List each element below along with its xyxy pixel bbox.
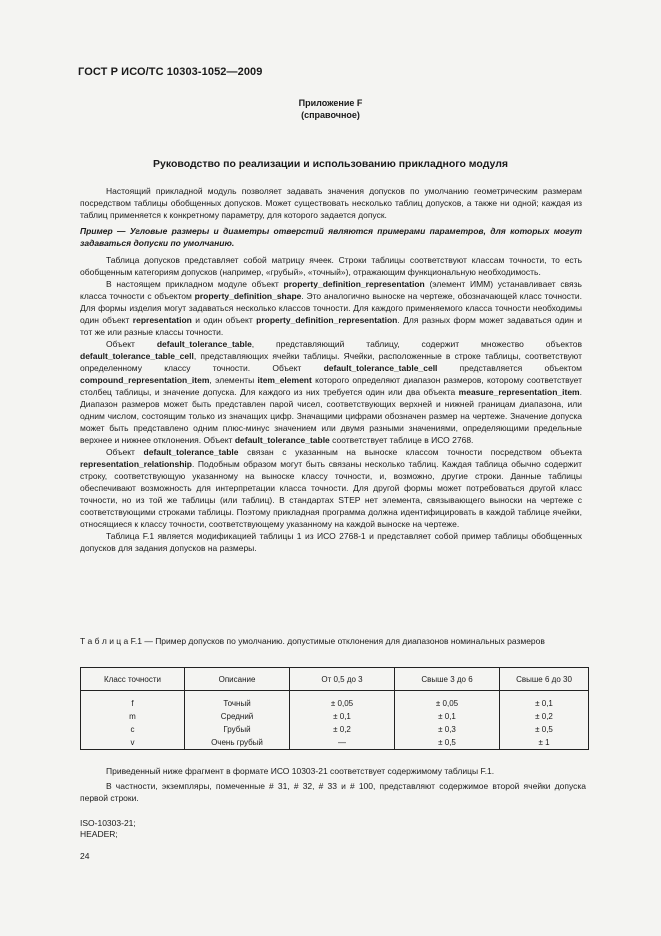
paragraph-after-1: Приведенный ниже фрагмент в формате ИСО 10303-21 соответствует содержимому таблицы F.1. [106, 766, 495, 776]
table-header-cell: Класс точности [81, 668, 185, 691]
paragraph-intro: Настоящий прикладной модуль позволяет задавать значения допусков по умолчанию геометрическим размерам посредством таблицы обобщенных допусков. Может существовать несколько таблиц допусков, а также ни одной; каждая из таблиц применяется к конкретному параметру, для которого задается допуск. [80, 186, 582, 220]
example-note: Пример — Угловые размеры и диаметры отверстий являются примерами параметров, для которых могут задаваться допуски по умолчанию. [80, 226, 582, 248]
section-title: Руководство по реализации и использованию прикладного модуля [153, 158, 508, 170]
table-cell: ± 0,5 [395, 736, 500, 750]
table-cell: ± 1 [500, 736, 589, 750]
table-header-cell: Описание [185, 668, 290, 691]
table-cell: ± 0,2 [500, 710, 589, 723]
table-row [81, 710, 589, 723]
document-header: ГОСТ Р ИСО/ТС 10303-1052—2009 [78, 66, 263, 78]
paragraph-2: В настоящем прикладном модуле объект property_definition_representation (элемент ИММ) устанавливает связь класса точности с объектом property_definition_shape. Это аналогично выноске на чертеже, обозначающей класс точности. Для формы изделия могут задаваться несколько классов точности. Для каждого применяемого класса точности необходимы один объект representation и один объект property_definition_representation. Для разных форм может задаваться один и тот же или разные классы точности. [80, 279, 582, 337]
table-cell: v [81, 736, 185, 750]
paragraph-5: Таблица F.1 является модификацией таблицы 1 из ИСО 2768-1 и представляет собой пример таблицы обобщенных допусков для задания допусков на размеры. [80, 531, 582, 553]
table-cell: — [290, 736, 395, 750]
table-cell: ± 0,1 [395, 710, 500, 723]
table-header-cell: Свыше 6 до 30 [500, 668, 589, 691]
table-cell: ± 0,05 [395, 691, 500, 711]
table-caption: Т а б л и ц а F.1 — Пример допусков по умолчанию. допустимые отклонения для диапазонов номинальных размеров [80, 636, 545, 646]
body-text [80, 185, 582, 554]
annex-title: Приложение F [298, 98, 363, 108]
table-cell: Очень грубый [185, 736, 290, 750]
table-cell: ± 0,1 [290, 710, 395, 723]
table-header-cell: Свыше 3 до 6 [395, 668, 500, 691]
paragraph-1: Таблица допусков представляет собой матрицу ячеек. Строки таблицы соответствуют классам точности, то есть обобщенным категориям допусков (например, «грубый», «точный»), отражающим функциональную необходимость. [80, 255, 582, 277]
table-cell: Точный [185, 691, 290, 711]
table-row [81, 736, 589, 750]
table-row [81, 723, 589, 736]
page-number: 24 [80, 851, 90, 861]
table-cell: Средний [185, 710, 290, 723]
after-table-text [80, 765, 586, 807]
table-cell: Грубый [185, 723, 290, 736]
table-cell: ± 0,2 [290, 723, 395, 736]
code-line: HEADER; [80, 829, 118, 839]
table-cell: ± 0,3 [395, 723, 500, 736]
paragraph-after-2: В частности, экземпляры, помеченные # 31, # 32, # 33 и # 100, представляют содержимое второй ячейки допуска первой строки. [80, 781, 586, 803]
table-row [81, 691, 589, 711]
table-cell: ± 0,5 [500, 723, 589, 736]
tolerance-table [80, 667, 589, 750]
table-cell: c [81, 723, 185, 736]
code-line: ISO-10303-21; [80, 818, 136, 828]
table-cell: f [81, 691, 185, 711]
table-header-cell: От 0,5 до 3 [290, 668, 395, 691]
annex-note: (справочное) [301, 110, 360, 120]
table-cell: m [81, 710, 185, 723]
table-cell: ± 0,05 [290, 691, 395, 711]
code-fragment [80, 818, 136, 840]
paragraph-3: Объект default_tolerance_table, представляющий таблицу, содержит множество объектов default_tolerance_table_cell, представляющих ячейки таблицы. Ячейки, расположенные в строке таблицы, соответствуют определенному классу точности. Объект default_tolerance_table_cell представляется объектом compound_representation_item, элементы item_element которого определяют диапазон размеров, которому соответствует столбец таблицы, и значение допуска. Для каждого из них требуется один или два объекта measure_representation_item. Диапазон размеров может быть представлен парой чисел, соответствующих верхней и нижней границам диапазона, или одним числом, состоящим только из значащих цифр. Значащими цифрами обозначен размер на чертеже. Значение допуска может быть представлено одним плюс-минус значением или двумя разными значениями, определяющими предельные верхнее и нижнее отклонения. Объект default_tolerance_table соответствует таблице в ИСО 2768. [80, 339, 583, 445]
paragraph-4: Объект default_tolerance_table связан с указанным на выноске классом точности посредством объекта representation_relationship. Подобным образом могут быть связаны несколько таблиц. Каждая таблица обычно содержит строку, соответствующую указанному на выноске классу точности, и, возможно, другие строки. Данные таблицы обеспечивают возможность для интерпретации класса точности. Для другой формы может потребоваться другой класс точности, но из той же таблицы (или таблиц). В стандартах STEP нет элемента, связывающего выноски на чертеже с соответствующими строками таблицы. Поэтому прикладная программа должна идентифицировать в каждой таблице ячейки, относящиеся к классу точности, соответствующему указанному на каждой выноске на чертеже. [80, 447, 582, 529]
table-cell: ± 0,1 [500, 691, 589, 711]
